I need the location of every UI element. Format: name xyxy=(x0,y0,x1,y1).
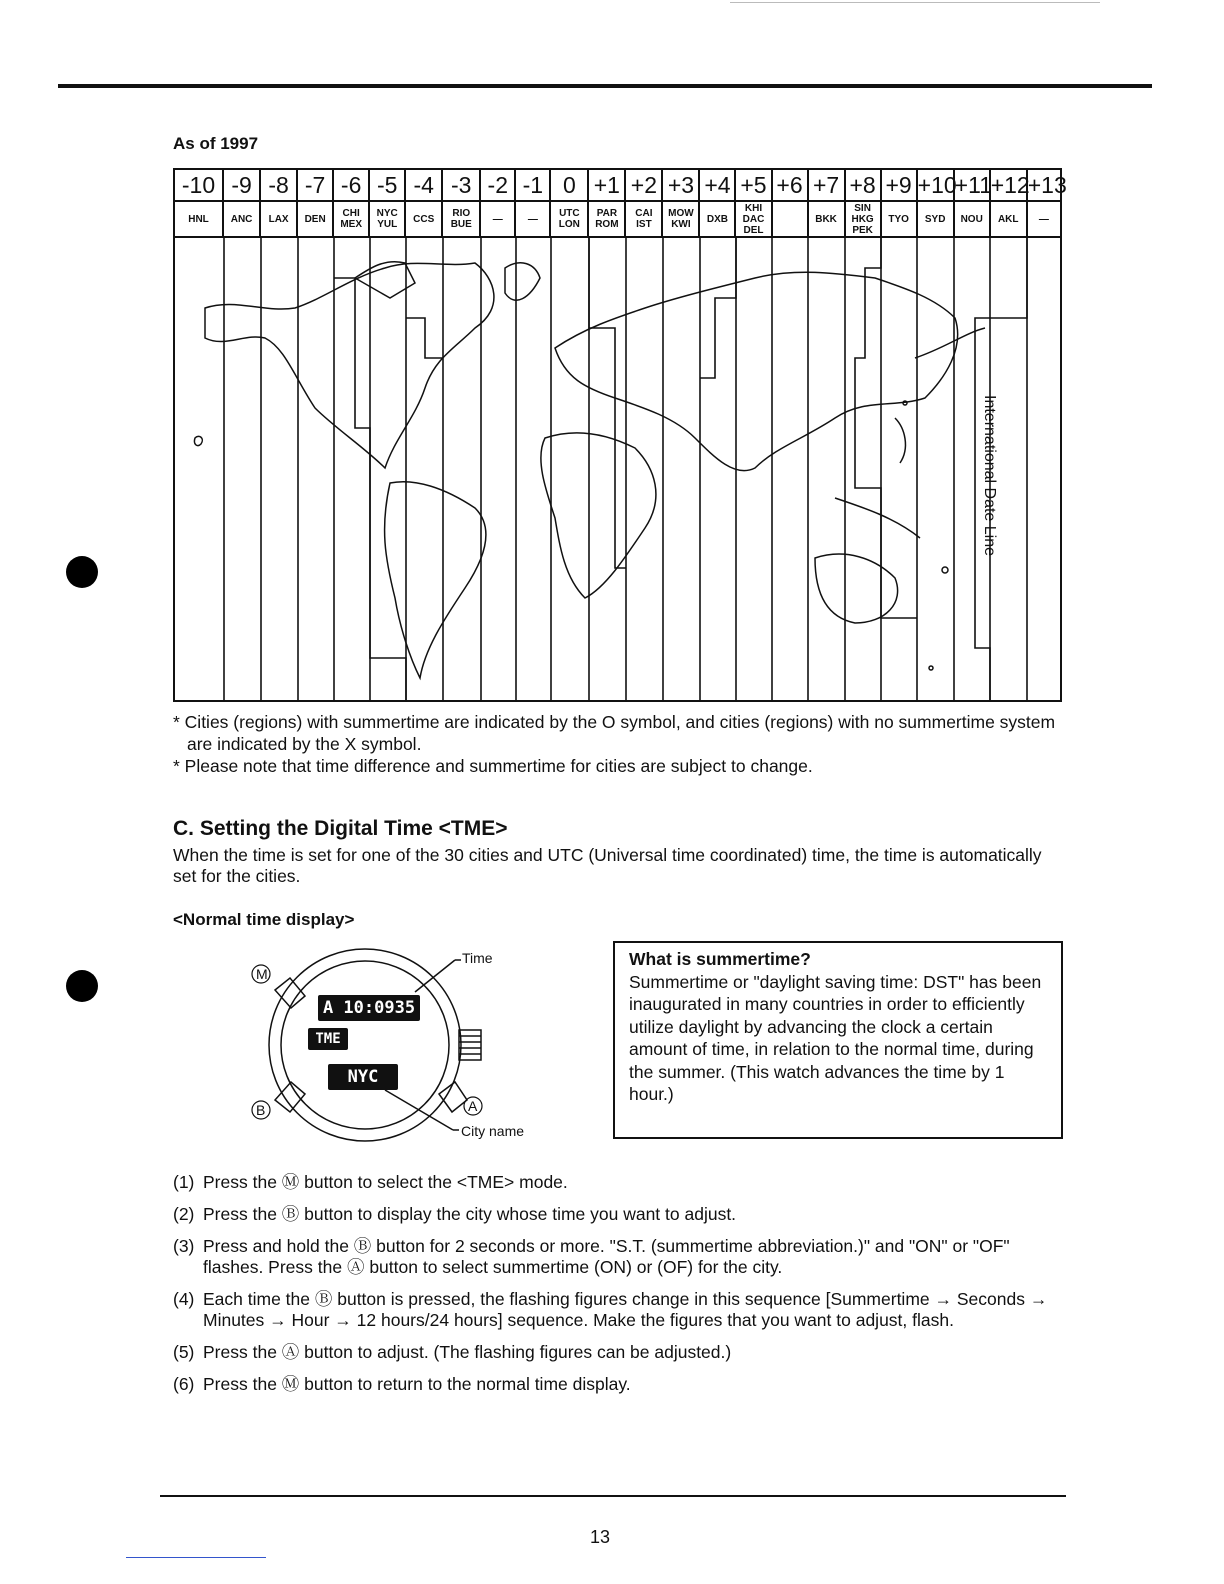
time-label: Time xyxy=(462,950,493,966)
timezone-offset-cell: +10 xyxy=(917,169,954,201)
footer-link-line xyxy=(126,1557,266,1558)
timezone-offset-cell: -8 xyxy=(260,169,297,201)
timezone-offset-cell: +2 xyxy=(625,169,662,201)
timezone-city-cell: HNL xyxy=(174,201,223,237)
timezone-offset-cell: +6 xyxy=(772,169,808,201)
timezone-offset-cell: -7 xyxy=(297,169,333,201)
city-name-label: City name xyxy=(461,1123,525,1139)
timezone-city-cell: RIO BUE xyxy=(442,201,480,237)
summertime-info-box xyxy=(613,941,1063,1139)
timezone-offset-cell: +13 xyxy=(1027,169,1061,201)
timezone-city-cell: CCS xyxy=(405,201,442,237)
as-of-label: As of 1997 xyxy=(173,134,259,153)
timezone-offset-cell: -2 xyxy=(480,169,515,201)
button-b-label: B xyxy=(256,1102,266,1118)
world-map-drawing xyxy=(175,238,1064,702)
timezone-offset-cell: -10 xyxy=(174,169,223,201)
summertime-box-title: What is summertime? xyxy=(629,949,811,969)
button-a-label: A xyxy=(468,1098,478,1114)
timezone-city-cell: SIN HKG PEK xyxy=(845,201,881,237)
timezone-offset-cell: -5 xyxy=(369,169,405,201)
timezone-city-cell: NYC YUL xyxy=(369,201,405,237)
notes xyxy=(173,711,1065,777)
timezone-offset-row xyxy=(174,169,1061,201)
lcd-city: NYC xyxy=(328,1064,398,1090)
binder-hole-2 xyxy=(66,970,98,1002)
note-summertime-symbol: * Cities (regions) with summertime are indicated by the O symbol, and cities (regions) with no summertime system are indicated by the X symbol. xyxy=(173,712,1056,754)
step-5: (5) Press the Ⓐ button to adjust. (The flashing figures can be adjusted.) xyxy=(173,1342,732,1362)
timezone-city-row xyxy=(174,201,1061,237)
timezone-offset-cell: 0 xyxy=(550,169,588,201)
summertime-box-body: Summertime or "daylight saving time: DST" has been inaugurated in many countries in order to efficiently utilize daylight by advancing the clock a certain amount of time, in relation to the normal time, during the summer. (This watch advances the time by 1 hour.) xyxy=(629,971,1042,1104)
timezone-offset-cell: -6 xyxy=(333,169,369,201)
binder-hole-1 xyxy=(66,556,98,588)
timezone-offset-cell: +8 xyxy=(845,169,881,201)
lcd-time: A 10:0935 xyxy=(318,995,420,1021)
world-time-map xyxy=(173,238,1062,702)
timezone-city-cell: BKK xyxy=(808,201,845,237)
timezone-city-cell: DEN xyxy=(297,201,333,237)
timezone-city-cell: CHI MEX xyxy=(333,201,369,237)
timezone-offset-cell: +3 xyxy=(662,169,699,201)
timezone-offset-cell: +1 xyxy=(588,169,625,201)
timezone-city-cell: — xyxy=(515,201,550,237)
timezone-city-cell: SYD xyxy=(917,201,954,237)
timezone-city-cell: LAX xyxy=(260,201,297,237)
timezone-offset-cell: +7 xyxy=(808,169,845,201)
timezone-city-cell: TYO xyxy=(881,201,917,237)
timezone-city-cell: DXB xyxy=(699,201,735,237)
timezone-offset-cell: -9 xyxy=(223,169,260,201)
date-line-label: International Date Line xyxy=(981,395,998,556)
timezone-city-cell: AKL xyxy=(990,201,1027,237)
timezone-city-cell: UTC LON xyxy=(550,201,588,237)
step-1: (1) Press the Ⓜ button to select the <TME> mode. xyxy=(173,1172,568,1192)
timezone-city-cell: MOW KWI xyxy=(662,201,699,237)
timezone-offset-cell: -4 xyxy=(405,169,442,201)
note-subject-to-change: * Please note that time difference and summertime for cities are subject to change. xyxy=(173,756,813,776)
timezone-city-cell: PAR ROM xyxy=(588,201,625,237)
watch-diagram xyxy=(245,940,545,1150)
header-scan-line xyxy=(730,2,1100,3)
timezone-city-cell: NOU xyxy=(954,201,990,237)
timezone-city-cell: — xyxy=(480,201,515,237)
step-6: (6) Press the Ⓜ button to return to the normal time display. xyxy=(173,1374,631,1394)
timezone-offset-cell: +5 xyxy=(735,169,771,201)
lcd-mode: TME xyxy=(308,1028,348,1050)
step-3: (3) Press and hold the Ⓑ button for 2 seconds or more. "S.T. (summertime abbreviation.)" and "ON" or "OF" flashes. Press the Ⓐ button to select summertime (ON) or (OF) for the city. xyxy=(173,1236,1010,1277)
header-rule xyxy=(58,84,1152,88)
footer-rule xyxy=(160,1495,1066,1497)
timezone-offset-cell: +4 xyxy=(699,169,735,201)
timezone-city-cell: — xyxy=(1027,201,1061,237)
section-body: When the time is set for one of the 30 cities and UTC (Universal time coordinated) time, the time is automatically set for the cities. xyxy=(173,845,1042,886)
timezone-offset-cell: -1 xyxy=(515,169,550,201)
step-4: (4) Each time the Ⓑ button is pressed, the flashing figures change in this sequence [Summertime → Seconds → Minutes → Hour → 12 hours/24 hours] sequence. Make the figures that you want to adjust, flash. xyxy=(173,1289,1048,1330)
timezone-city-cell xyxy=(772,201,808,237)
setting-steps xyxy=(173,1172,1065,1406)
watch-outline xyxy=(245,940,545,1150)
button-m-label: M xyxy=(256,966,268,982)
timezone-offset-cell: +9 xyxy=(881,169,917,201)
timezone-city-cell: ANC xyxy=(223,201,260,237)
page-number: 13 xyxy=(590,1527,611,1547)
normal-display-title: <Normal time display> xyxy=(173,910,355,929)
timezone-table xyxy=(173,168,1067,238)
timezone-city-cell: CAI IST xyxy=(625,201,662,237)
timezone-city-cell: KHI DAC DEL xyxy=(735,201,771,237)
timezone-offset-cell: -3 xyxy=(442,169,480,201)
section-title: C. Setting the Digital Time <TME> xyxy=(173,817,508,840)
timezone-offset-cell: +11 xyxy=(954,169,990,201)
step-2: (2) Press the Ⓑ button to display the city whose time you want to adjust. xyxy=(173,1204,737,1224)
timezone-offset-cell: +12 xyxy=(990,169,1027,201)
